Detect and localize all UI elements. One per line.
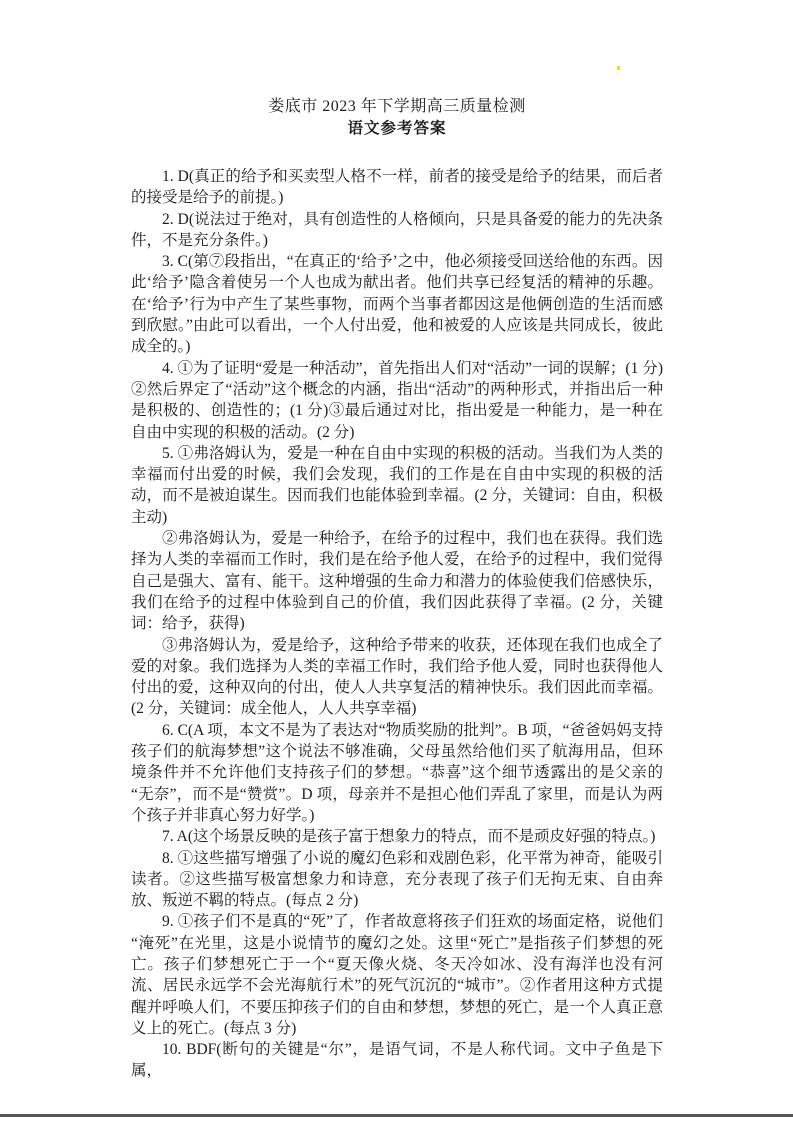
- answer-paragraph: 9. ①孩子们不是真的“死”了，作者故意将孩子们狂欢的场面定格，说他们“淹死”在光里，这是小说情节的魔幻之处。这里“死亡”是指孩子们梦想的死亡。孩子们梦想死亡于一个“夏天像火烧、冬天冷如冰、没有海洋也没有河流、居民永远学不会光海航行术”的死气沉沉的“城市”。②作者用这种方式提醒并呼唤人们，不要压抑孩子们的自由和梦想，梦想的死亡，是一个人真正意义上的死亡。(每点 3 分): [131, 913, 663, 1037]
- answer-paragraph: 1. D(真正的给予和买卖型人格不一样，前者的接受是给予的结果，而后者的接受是给予的前提。): [131, 168, 663, 207]
- document-body: [131, 96, 663, 1082]
- answer-paragraph: 6. C(A 项，本文不是为了表达对“物质奖励的批判”。B 项，“爸爸妈妈支持孩子们的航海梦想”这个说法不够准确，父母虽然给他们买了航海用品，但环境条件并不允许他们支持孩子们的梦想。“恭喜”这个细节透露出的是父亲的“无奈”，而不是“赞赏”。D 项，母亲并不是担心他们弄乱了家里，而是认为两个孩子并非真心努力好学。): [131, 721, 663, 824]
- document-subtitle: 语文参考答案: [347, 120, 447, 137]
- document-title: 娄底市 2023 年下学期高三质量检测: [268, 98, 526, 115]
- answer-list: [131, 166, 663, 1082]
- answer-paragraph: 10. BDF(断句的关键是“尔”，是语气词，不是人称代词。文中子鱼是下属，: [131, 1041, 663, 1080]
- page-bottom-rule: [0, 1114, 793, 1117]
- answer-paragraph: 2. D(说法过于绝对，具有创造性的人格倾向，只是具备爱的能力的先决条件，不是充分条件。): [131, 210, 663, 249]
- document-header: [131, 96, 663, 140]
- answer-paragraph: 3. C(第⑦段指出，“在真正的‘给予’之中，他必须接受回送给他的东西。因此‘给予’隐含着使另一个人也成为献出者。他们共享已经复活的精神的乐趣。在‘给予’行为中产生了某些事物，而两个当事者都因这是他俩创造的生活而感到欣慰。”由此可以看出，一个人付出爱，他和被爱的人应该是共同成长，彼此成全的。): [131, 253, 663, 356]
- answer-paragraph: ③弗洛姆认为，爱是给予，这种给予带来的收获，还体现在我们也成全了爱的对象。我们选择为人类的幸福工作时，我们给予他人爱，同时也获得他人付出的爱，这种双向的付出，使人人共享复活的精神快乐。我们因此而幸福。(2 分，关键词：成全他人，人人共享幸福): [131, 636, 663, 718]
- stray-mark: [617, 66, 620, 70]
- answer-paragraph: 8. ①这些描写增强了小说的魔幻色彩和戏剧色彩，化平常为神奇，能吸引读者。②这些描写极富想象力和诗意，充分表现了孩子们无拘无束、自由奔放、叛逆不羁的特点。(每点 2 分): [131, 849, 663, 910]
- answer-paragraph: 5. ①弗洛姆认为，爱是一种在自由中实现的积极的活动。当我们为人类的幸福而付出爱的时候，我们会发现，我们的工作是在自由中实现的积极的活动，而不是被迫谋生。因而我们也能体验到幸福。(2 分，关键词：自由，积极主动): [131, 444, 663, 526]
- answer-paragraph: 4. ①为了证明“爱是一种活动”，首先指出人们对“活动”一词的误解；(1 分)②然后界定了“活动”这个概念的内涵，指出“活动”的两种形式，并指出后一种是积极的、创造性的；(1 分)③最后通过对比，指出爱是一种能力，是一种在自由中实现的积极的活动。(2 分): [131, 359, 663, 441]
- answer-paragraph: 7. A(这个场景反映的是孩子富于想象力的特点，而不是顽皮好强的特点。): [162, 828, 656, 846]
- answer-paragraph: ②弗洛姆认为，爱是一种给予，在给予的过程中，我们也在获得。我们选择为人类的幸福而工作时，我们是在给予他人爱，在给予的过程中，我们觉得自己是强大、富有、能干。这种增强的生命力和潜力的体验使我们倍感快乐，我们在给予的过程中体验到自己的价值，我们因此获得了幸福。(2 分，关键词：给予，获得): [131, 530, 663, 633]
